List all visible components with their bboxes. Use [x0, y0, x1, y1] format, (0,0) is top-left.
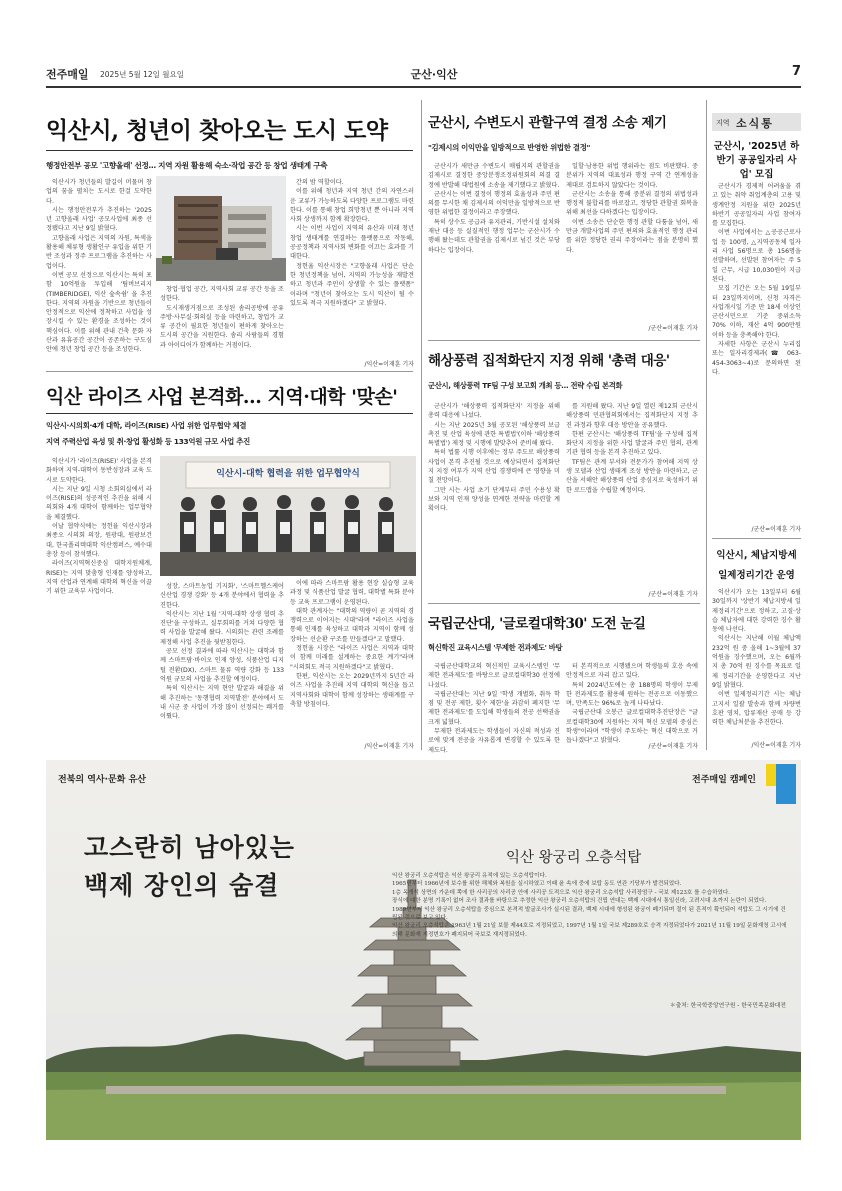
article5-col1: 국립군산대학교의 혁신적인 교육시스템인 '무제한 전과제도'를 바탕으로 글로컬대학30 선정에 나섰다. 국립군산대는 지난 9일 '학생 개별화, 취득 학점 및 전공 제한, 횟수 제한'을 과감히 폐지한 '무제한 전과제도'를 도입해 학생들의 전공 선택권을 크게 넓혔다. 무제한 전과제도는 학생들이 자신의 적성과 진로에 맞게 전공을 자유롭게 변경할 수 있도록 한 제도다.	[428, 663, 560, 754]
color-block-blue	[776, 764, 796, 804]
article2-byline: /익산=이재훈 기자	[364, 743, 414, 750]
article2-headline: 익산 라이즈 사업 본격화… 지역·대학 '맞손'	[46, 386, 398, 408]
article3-col1: 군산시가 새만금 수변도시 매립지의 관할권을 김제시로 결정한 중앙분쟁조정위원회의 의결 결정에 반발해 대법원에 소송을 제기했다고 밝혔다. 군산시는 이번 결정이 행정의 효율성과 주민 편의를 무시한 채 김제시의 이익만을 일방적으로 반영한 위법한 결정이라고 주장했다. 특히 상수도 공급과 유지관리, 기반시설 설치와 재난 대응 등 실질적인 행정 업무는 군산시가 수행해 왔는데도 관할권을 김제시로 넘긴 것은 부당하다는 입장이다.	[428, 163, 560, 254]
issue-date: 2025년 5월 12일 월요일	[100, 70, 185, 79]
article2-subhead2: 지역 주력산업 육성 및 취·창업 활성화 등 133억원 규모 사업 추진	[46, 437, 250, 446]
article5-headline: 국립군산대, '글로컬대학30' 도전 눈길	[428, 616, 646, 632]
sidebar-title: 소식통	[736, 117, 774, 130]
section-name: 군산·익산	[410, 68, 458, 81]
article5-subhead: 혁신학진 교육시스템 '무제한 전과제도' 바탕	[428, 643, 563, 652]
article1-subhead: 행정안전부 공모 '고향올래' 선정… 지역 자원 활용해 숙소·작업 공간 등 창업 생태계 구축	[46, 161, 328, 170]
article5-col2: 터 본격적으로 시행됐으며 학생들의 호응 속에 안정적으로 자리 잡고 있다. 특히 2024년도에는 총 188명의 학생이 무제한 전과제도를 활용해 원하는 전공으로 이동했으며, 만족도는 96%로 높게 나타났다. 국립군산대 오봉근 글로컬대학추진단장은 "글로컬대학30에 지원하는 지역 혁신 모델의 중심은 학생"이라며 "학생이 주도하는 혁신 대학으로 거듭나겠다"고 밝혔다.	[566, 663, 698, 745]
sidebar-label: 지역	[716, 119, 730, 127]
paper-name: 전주매일	[46, 68, 89, 81]
campaign-series-label: 전북의 역사·문화 유산	[58, 775, 146, 785]
page-number: 7	[791, 64, 801, 79]
sidebar-divider	[706, 100, 707, 750]
sidebar-mid-rule	[712, 538, 801, 539]
column-divider	[421, 100, 422, 750]
campaign-label: 전주매일 캠페인	[692, 775, 756, 785]
article1-byline: /익산=이재훈 기자	[364, 361, 414, 368]
pagoda-title: 익산 왕궁리 오층석탑	[506, 850, 642, 866]
article5-byline: /군산=이재훈 기자	[648, 743, 698, 750]
sidebar-item1-body: 군산시가 경제적 어려움을 겪고 있는 취약 취업계층의 고용 및 생계안정 지원을 위한 2025년 하반기 공공일자리 사업 참여자를 모집한다. 이번 사업에서는 △공공근로사업 등 100명, △지역공동체 일자리 사업 56명으로 총 156명을 선발하며, 선발된 참여자는 주 5일 근무, 시급 10,030원이 지급된다. 모집 기간은 오는 5월 19일부터 23일까지이며, 신청 자격은 사업개시일 기준 만 18세 이상인 군산시민으로 기준 중위소득 70% 이하, 재산 4억 900만원 이하 등을 충족해야 한다. 자세한 사항은 군산시 누리집 또는 일자리경제과(☎ 063-454-3063~4)로 문의하면 된다.	[712, 183, 801, 376]
article4-headline: 해상풍력 집적화단지 지정 위해 '총력 대응'	[428, 353, 670, 369]
article2-rule	[46, 413, 413, 414]
article4-col1: 군산시가 '해상풍력 집적화단지' 지정을 위해 총력 대응에 나섰다. 시는 지난 2025년 3월 공모된 '해상풍력 보급 촉진 및 산업 육성에 관한 특별법'(이하 '해상풍력 특별법') 제정 및 시행에 발맞추어 준비해 왔다. 특히 법률 시행 이후에는 정부 주도로 해상풍력 사업이 본격 추진될 것으로 예상되면서 집적화단지 지정 여부가 지역 산업 경쟁력에 큰 영향을 미칠 전망이다. 그만 시는 사업 초기 단계부터 주민 수용성 확보와 지역 인재 양성을 연계한 전략을 마련할 계획이다.	[428, 403, 560, 513]
article3-headline: 군산시, 수변도시 관할구역 결정 소송 제기	[428, 115, 667, 131]
campaign-title-line2: 백제 장인의 숨결	[84, 871, 280, 900]
sidebar-item2-title: 익산시, 체납지방세 일제정리기간 운영	[716, 550, 797, 581]
article3-byline: /군산=이재훈 기자	[648, 325, 698, 332]
article4-subhead: 군산시, 해상풍력 TF팀 구성 보고회 개최 등… 전략 수립 본격화	[428, 381, 623, 390]
masthead-rule	[46, 86, 801, 88]
article1-col3: 간의 밤 역할이다. 이를 위해 청년과 지역 청년 간의 자연스러운 교류가 가능하도록 다양한 프로그램도 마련한다. 이를 통해 창업 희망청년 뿐 아니라 지역사회 상생까지 함께 확장한다. 시는 이번 사업이 지역의 유산과 미래 청년창업 생태계를 연결하는 플랫폼으로 작동해, 공공정책과 지역사회 변화를 이끄는 효과를 기대한다. 정헌율 익산시장은 "고향올래 사업은 단순한 청년정책을 넘어, 지역의 가능성을 재발견하고 청년과 주민이 상생할 수 있는 플랫폼" 이라며 "청년이 찾아오는 도시 익산이 될 수 있도록 적극 지원하겠다" 고 밝혔다.	[290, 179, 414, 307]
article2-subhead1: 익산시·시의회·4개 대학, 라이즈(RISE) 사업 위한 업무협약 체결	[46, 421, 247, 430]
building-photo	[156, 176, 286, 281]
article5-top-rule	[428, 603, 700, 604]
article3-col2: 일할·남용한 위법 행위라는 점도 비판했다. 중분위가 지역의 대표성과 행정 구역 간 연계성을 제대로 검토하지 않았다는 것이다. 군산시는 소송을 통해 중분위 결정의 위법성과 행정적 불합리를 바로잡고, 정당한 관할권 회복을 위해 최선을 다하겠다는 입장이다. 이번 소송은 단순한 행정 관할 다툼을 넘어, 새만금 개발사업의 주민 편의와 효율적인 행정 관리를 위한 정당한 권리 주장이라는 점을 분명히 했다.	[566, 163, 698, 254]
article2-col3: 이에 따라 스마트팜 활용 현장 실습형 교육 과정 및 식품산업 발굴 협력, 대학별 특화 분야 등 교육 프로그램이 운영된다. 대학 관계자는 "대학의 역량이 곧 지역의 경쟁력으로 이어지는 시대"라며 "라이즈 사업을 통해 인재를 육성하고 대학과 지역이 함께 성장하는 선순환 구조를 만들겠다"고 말했다. 정헌율 시장은 "라이즈 사업은 지역과 대학이 함께 미래를 설계하는 중요한 계기"라며 "시의회도 적극 지원하겠다"고 밝혔다. 한편, 익산시는 오는 2029년까지 5년간 라이즈 사업을 추진해 지역 대학의 혁신을 돕고 지역사회와 대학이 함께 성장하는 생태계를 구축할 방침이다.	[290, 456, 414, 736]
article2-col2: 성장, 스마트농업 기지화', '스마트헬스케어 신산업 경쟁 강화' 등 4개 분야에서 협력을 추진한다. 익산시는 지난 1월 '지역-대학 상생 협력 추진단'을 구성하고, 실무회의를 거쳐 다양한 협력 사업을 발굴해 왔다. 시의회는 관련 조례를 제정해 사업 추진을 뒷받침한다. 공모 선정 결과에 따라 익산시는 대학과 함께 스마트팜·바이오 인재 양성, 식품산업 디지털 전환(DX), 스마트 물류 역량 강화 등 133억원 규모의 사업을 추진할 예정이다. 특히 익산시는 지역 현안 발굴과 해결을 위해 추진하는 '동행협력 지역발전' 분야에서 도내 시군 중 사업이 가장 많이 선정되는 쾌거를 이뤘다.	[160, 583, 284, 721]
article1-headline: 익산시, 청년이 찾아오는 도시 도약	[46, 117, 388, 144]
article1-col2: 창업·협업 공간, 지역사회 교류 공간 등을 조성한다. 도시재생거점으로 조성된 솜리공방에 공유주방·사무실·회의실 등을 마련하고, 창업가 교류 공간이 필요한 청년들이 편하게 찾아오는 도시의 공간을 지원한다. 솜리 사람들의 경험과 아이디어가 함께하는 거점이다.	[160, 286, 284, 349]
article4-top-rule	[428, 340, 700, 341]
sidebar-header	[712, 113, 801, 131]
article2-col1: 익산시가 '라이즈(RISE)' 사업을 본격화하며 지역-대학이 동반성장과 교육 도시로 도약한다. 시는 지난 9일 시청 소회의실에서 라이즈(RISE)의 성공적인 추진을 위해 시의회와 4개 대학이 함께하는 업무협약을 체결했다. 이날 협약식에는 정헌율 익산시장과 최종오 시의회 의장, 원광대, 원광보건대, 한국폴리텍대학 익산캠퍼스, 예수대 총장 등이 참석했다. 라이즈(지역혁신중심 대학지원체계, RISE)는 지역 맞춤형 인재를 양성하고, 지역 산업과 연계해 대학의 혁신을 이끌기 위한 교육부 사업이다.	[46, 458, 152, 596]
article1-col1: 익산시가 청년들의 발길이 머물며 창업의 꿈을 펼치는 도시로 한걸 도약한다. 시는 행정안전부가 추진하는 '2025년 고향올래 사업' 공모사업에 최종 선정됐다고 지난 9일 밝혔다. 고향올래 사업은 지역의 자원, 특색을 활용해 체류형 생활인구 유입을 위한 기반 조성과 정주 프로그램을 추진하는 사업이다. 이번 공모 선정으로 익산시는 특히 포함 10억원을 투입해 '팀버브리지(TIMBERIDGE), 익산 숲속쉼' 을 추진한다. 지역의 자원을 기반으로 청년들이 안정적으로 익산에 정착하고 사업을 성장시킬 수 있는 환경을 조성하는 것이 핵심이다. 이를 위해 관내 건축 문화 자산과 유휴공간 공간이 공존하는 구도심 안에 청년 창업 공간 등을 조성한다.	[46, 179, 152, 354]
col3-photo-spacer	[290, 456, 414, 579]
article2-top-rule	[46, 371, 413, 372]
article1-rule	[46, 150, 413, 151]
article3-subhead: "김제시의 이익만을 일방적으로 반영한 위법한 결정"	[428, 143, 591, 152]
pagoda-description: 익산 왕궁리 오층석탑은 익산 왕궁리 유적에 있는 오층석탑이다. 1965년부터 1966년에 보수를 위한 해체와 복원을 실시하였고 이때 윤 속에 중에 보탑 동도 연관 기당부가 발견되었다. 1층 옥개석 상면의 가운데 쪽에 한 사리공의 사리공 안에 사리공 도적으로 익산 왕궁리 오층석탑 사리장엄구 - 국보 제123호 를 수습하였다. 장식에 대한 분명 기록이 없어 조사 결과를 바탕으로 추정한 익산 왕궁리 오층석탑의 건립 연대는 백제 시대에서 통일신라, 고려시대 초까지 논란이 되었다. 1989년부터 익산 왕궁리 오층석탑을 중심으로 본격적 발굴조사가 실시된 결과, 백제 시대에 형성된 왕궁이 폐기되며 절이 된 흔적이 확인되어 석탑도 그 시기에 건립된 것으로 보고 있다. 익산 왕궁리 오층석탑은 1963년 1월 21일 보물 제44호로 지정되었고, 1997년 1월 1일 국보 제289호로 승격 지정되었다가 2021년 11월 19일 문화재청 고시에 의해 문화재 지정번호가 폐지되어 국보로 재지정되었다.	[392, 873, 787, 938]
sidebar-item2-byline: /익산=이재훈 기자	[751, 742, 801, 749]
article1-photo	[156, 176, 286, 281]
article4-byline: /군산=이재훈 기자	[648, 591, 698, 598]
photo-banner-text: 익산시-대학 협력을 위한 업무협약식	[216, 469, 360, 479]
masthead	[46, 64, 801, 86]
campaign-source: ＊출처: 한국학중앙연구원 - 한국민족문화대전	[669, 1003, 786, 1009]
article4-col2: 를 지원해 왔다. 지난 9일 열린 제12회 군산시 해상풍력 민관협의회에서는 집적화단지 지정 추진 과정과 향후 대응 방안을 공유했다. 한편 군산시는 '해상풍력 TF팀'을 구성해 집적화단지 지정을 위한 사업 발굴과 주민 협의, 관계 기관 협력 등을 본격 추진하고 있다. TF팀은 관계 부서와 전문가가 참여해 지역 상생 모델과 산업 생태계 조성 방안을 마련하고, 군산을 서해안 해상풍력 산업 중심지로 육성하기 위한 로드맵을 수립할 예정이다.	[566, 403, 698, 494]
campaign-title-line1: 고스란히 남아있는	[84, 833, 295, 862]
sidebar-item2-body: 익산시가 오는 13일부터 6월 30일까지 '상반기 체납지방세 일제정리기간'으로 정하고, 고질·상습 체납자에 대한 강력한 징수 활동에 나선다. 익산시는 지난해 이월 체납액 232억 원 중 올해 1~3월에 37억원을 징수했으며, 오는 6월까지 총 70억 원 징수를 목표로 일제 정리기간을 운영한다고 지난 9일 밝혔다. 이번 일제정리기간 시는 체납고지서 일괄 발송과 함께 차량번호판 영치, 압류재산 공매 등 강력한 체납처분을 추진한다.	[712, 589, 801, 727]
color-block-yellow	[766, 764, 776, 786]
sidebar-item1-title: 군산시, '2025년 하반기 공공일자리 사업' 모집	[713, 141, 800, 180]
sidebar-item1-byline: /군산=이재훈 기자	[751, 526, 801, 533]
campaign-panel	[46, 760, 801, 1140]
